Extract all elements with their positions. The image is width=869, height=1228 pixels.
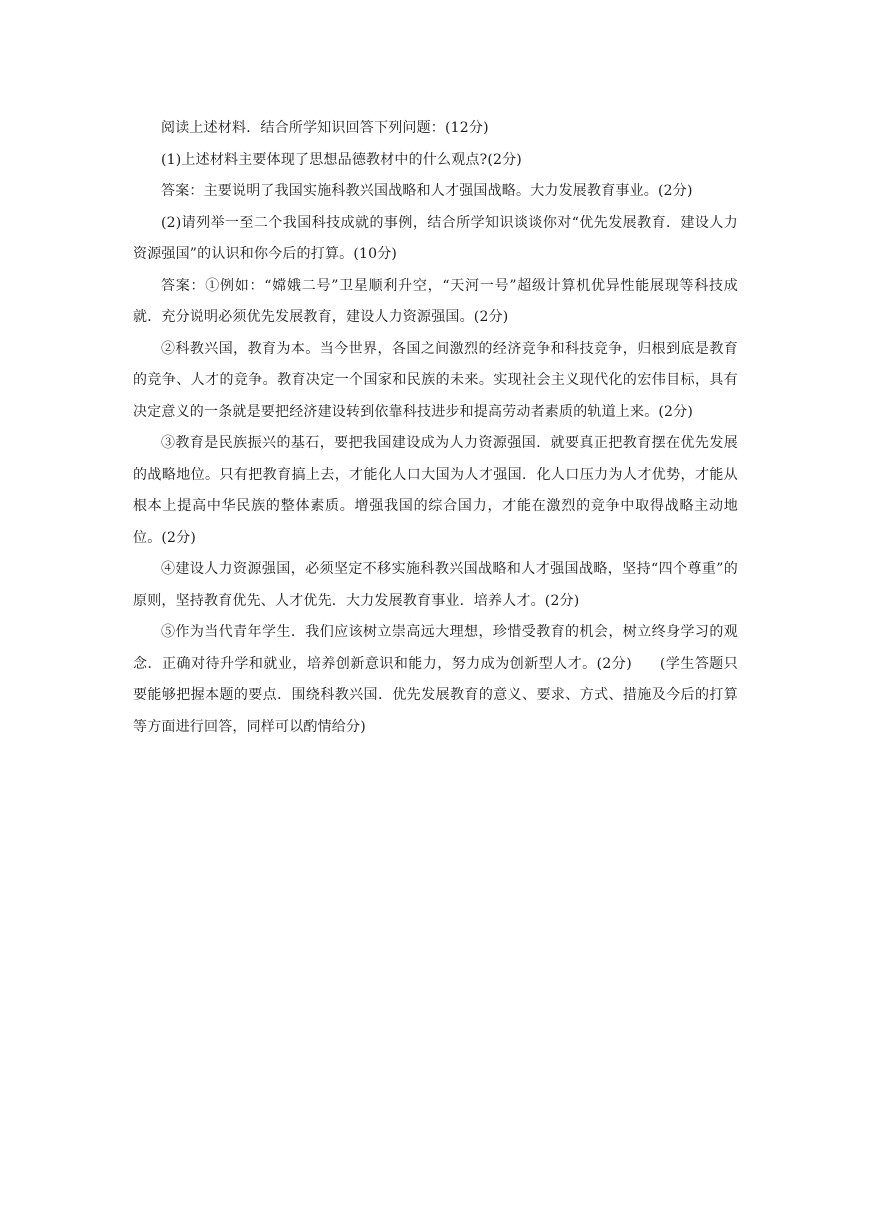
document-page bbox=[133, 113, 738, 743]
answer-2-point-5 bbox=[133, 617, 738, 743]
answer-2-point-5-text: ⑤作为当代青年学生．我们应该树立崇高远大理想，珍惜受教育的机会，树立终身学习的观念．正确对待升学和就业，培养创新意识和能力，努力成为创新型人才。(2分) bbox=[133, 624, 738, 672]
question-2: (2)请列举一至二个我国科技成就的事例，结合所学知识谈谈你对“优先发展教育．建设人力资源强国”的认识和你今后的打算。(10分) bbox=[133, 214, 738, 262]
answer-2-point-1: 答案：①例如：“嫦娥二号”卫星顺利升空，“天河一号”超级计算机优异性能展现等科技成就．充分说明必须优先发展教育，建设人力资源强国。(2分) bbox=[133, 277, 738, 325]
answer-1: 答案：主要说明了我国实施科教兴国战略和人才强国战略。大力发展教育事业。(2分) bbox=[161, 183, 693, 199]
answer-2-point-2: ②科教兴国，教育为本。当今世界，各国之间激烈的经济竞争和科技竞争，归根到底是教育的竞争、人才的竞争。教育决定一个国家和民族的未来。实现社会主义现代化的宏伟目标，具有决定意义的一条就是要把经济建设转到依靠科技进步和提高劳动者素质的轨道上来。(2分) bbox=[133, 340, 738, 420]
question-1: (1)上述材料主要体现了思想品德教材中的什么观点?(2分) bbox=[161, 151, 522, 168]
intro-paragraph: 阅读上述材料．结合所学知识回答下列问题：(12分) bbox=[161, 120, 489, 136]
grading-note: (学生答题只要能够把握本题的要点．围绕科教兴国．优先发展教育的意义、要求、方式、措施及今后的打算等方面进行回答，同样可以酌情给分) bbox=[133, 655, 739, 735]
answer-2-point-4: ④建设人力资源强国，必须坚定不移实施科教兴国战略和人才强国战略，坚持“四个尊重”的原则，坚持教育优先、人才优先．大力发展教育事业．培养人才。(2分) bbox=[133, 561, 738, 609]
answer-2-point-3: ③教育是民族振兴的基石，要把我国建设成为人力资源强国．就要真正把教育摆在优先发展的战略地位。只有把教育搞上去，才能化人口大国为人才强国．化人口压力为人才优势，才能从根本上提高中华民族的整体素质。增强我国的综合国力，才能在激烈的竞争中取得战略主动地位。(2分) bbox=[133, 435, 738, 546]
